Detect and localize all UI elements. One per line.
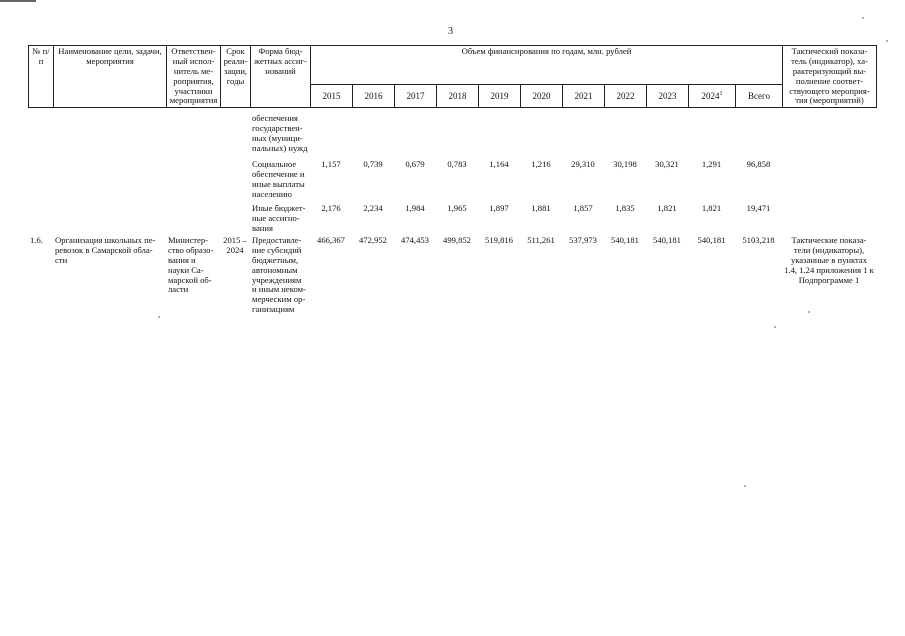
row-num xyxy=(28,113,53,159)
row-responsible xyxy=(166,203,220,235)
row-value: 2,176 xyxy=(321,203,341,213)
row-total xyxy=(735,113,782,159)
header-year: 2016 xyxy=(353,84,395,108)
row-num: 1.6. xyxy=(30,235,43,245)
table-row xyxy=(28,203,876,235)
header-year: 2015 xyxy=(311,84,353,108)
row-value: 1,881 xyxy=(531,203,551,213)
row-responsible xyxy=(166,113,220,159)
table-row xyxy=(28,113,876,159)
header-year: 2020 xyxy=(521,84,563,108)
row-value xyxy=(436,113,478,159)
row-value: 511,261 xyxy=(527,235,555,245)
row-value xyxy=(520,113,562,159)
header-indicator: Тактический показа-тель (индикатор), ха-рактеризующий вы-полнение соответ-ствующего мероприя-тия (мероприятий) xyxy=(783,46,877,108)
row-value: 1,897 xyxy=(489,203,509,213)
row-value xyxy=(310,113,352,159)
row-value xyxy=(562,113,604,159)
row-total: 96,858 xyxy=(746,159,771,169)
header-total: Всего xyxy=(736,84,783,108)
table-body xyxy=(28,113,876,316)
row-value: 540,181 xyxy=(653,235,681,245)
header-year: 2018 xyxy=(437,84,479,108)
row-form: Предоставле-ние субсидий бюджетным, автономным учреждениям и иным неком-мерческим ор-ганизациям xyxy=(252,235,306,315)
header-year: 2023 xyxy=(647,84,689,108)
header-year: 2017 xyxy=(395,84,437,108)
row-responsible xyxy=(166,159,220,203)
row-value: 1,835 xyxy=(615,203,635,213)
row-term xyxy=(220,203,250,235)
row-value: 1,984 xyxy=(405,203,425,213)
table-row xyxy=(28,159,876,203)
row-indicator xyxy=(782,113,876,159)
row-value: 0,739 xyxy=(363,159,383,169)
header-num: № п/п xyxy=(29,46,54,108)
row-value: 1,821 xyxy=(657,203,677,213)
row-value: 1,216 xyxy=(531,159,551,169)
row-indicator: Тактические показа-тели (индикаторы), указанные в пунктах 1.4, 1.24 приложения 1 к Подпрограмме 1 xyxy=(784,235,874,285)
row-term xyxy=(220,113,250,159)
row-value: 1,857 xyxy=(573,203,593,213)
row-name xyxy=(53,203,166,235)
row-term xyxy=(220,159,250,203)
row-value: 474,453 xyxy=(401,235,429,245)
row-value: 30,198 xyxy=(613,159,637,169)
row-value: 1,157 xyxy=(321,159,341,169)
row-value xyxy=(394,113,436,159)
row-value: 0,679 xyxy=(405,159,425,169)
row-num xyxy=(28,203,53,235)
row-term: 2015 – 2024 xyxy=(223,235,247,255)
table-header xyxy=(28,45,877,108)
row-value: 1,821 xyxy=(701,203,722,213)
header-term: Срок реали-зации, годы xyxy=(221,46,251,108)
row-name xyxy=(53,113,166,159)
table-row xyxy=(28,235,876,316)
row-value: 466,367 xyxy=(317,235,345,245)
scan-speck xyxy=(862,17,864,19)
row-name: Организация школьных пе-ревозок в Самарской обла-сти xyxy=(55,235,156,265)
row-indicator xyxy=(782,159,876,203)
row-form: Иные бюджет-ные ассигно-вания xyxy=(252,203,306,233)
row-total: 5103,218 xyxy=(742,235,775,245)
row-value xyxy=(478,113,520,159)
row-value: 30,321 xyxy=(655,159,679,169)
header-form: Форма бюд-жетных ассиг-нований xyxy=(251,46,311,108)
row-value: 1,965 xyxy=(447,203,467,213)
scan-speck xyxy=(158,316,160,318)
row-name xyxy=(53,159,166,203)
row-value: 2,234 xyxy=(363,203,383,213)
row-value: 1,291 xyxy=(701,159,722,169)
row-value: 540,181 xyxy=(697,235,726,245)
footnote-mark: 1 xyxy=(719,90,723,97)
row-value: 1,164 xyxy=(489,159,509,169)
row-value: 29,310 xyxy=(571,159,595,169)
row-value: 519,816 xyxy=(485,235,513,245)
row-indicator xyxy=(782,203,876,235)
row-value: 537,973 xyxy=(569,235,597,245)
row-value: 0,783 xyxy=(447,159,467,169)
header-year: 2019 xyxy=(479,84,521,108)
header-year-label: 2024 xyxy=(701,90,720,101)
page-number: 3 xyxy=(448,26,453,37)
scan-speck xyxy=(808,311,810,313)
scan-edge-mark xyxy=(0,0,36,2)
scan-speck xyxy=(774,326,776,328)
header-responsible: Ответствен-ный испол-нитель ме-роприятия, участники мероприятия xyxy=(167,46,221,108)
header-year: 2022 xyxy=(605,84,647,108)
header-financing: Объем финансирования по годам, млн. рублей xyxy=(311,46,783,85)
row-value xyxy=(646,113,688,159)
scan-speck xyxy=(886,40,888,42)
header-year-2024 xyxy=(689,84,736,108)
row-num xyxy=(28,159,53,203)
row-responsible: Министер-ство образо-вания и науки Са-марской об-ласти xyxy=(168,235,214,295)
row-value xyxy=(352,113,394,159)
row-value xyxy=(604,113,646,159)
scan-speck xyxy=(744,485,746,487)
row-value: 499,852 xyxy=(443,235,471,245)
header-year: 2021 xyxy=(563,84,605,108)
row-total: 19,471 xyxy=(746,203,771,213)
row-value: 472,952 xyxy=(359,235,387,245)
row-form: обеспечения государствен-ных (муници-пальных) нужд xyxy=(252,113,308,153)
row-value: 540,181 xyxy=(611,235,639,245)
header-name: Наименование цели, задачи, мероприятия xyxy=(54,46,167,108)
row-form: Социальное обеспечение и иные выплаты населению xyxy=(252,159,305,199)
row-value xyxy=(688,113,735,159)
